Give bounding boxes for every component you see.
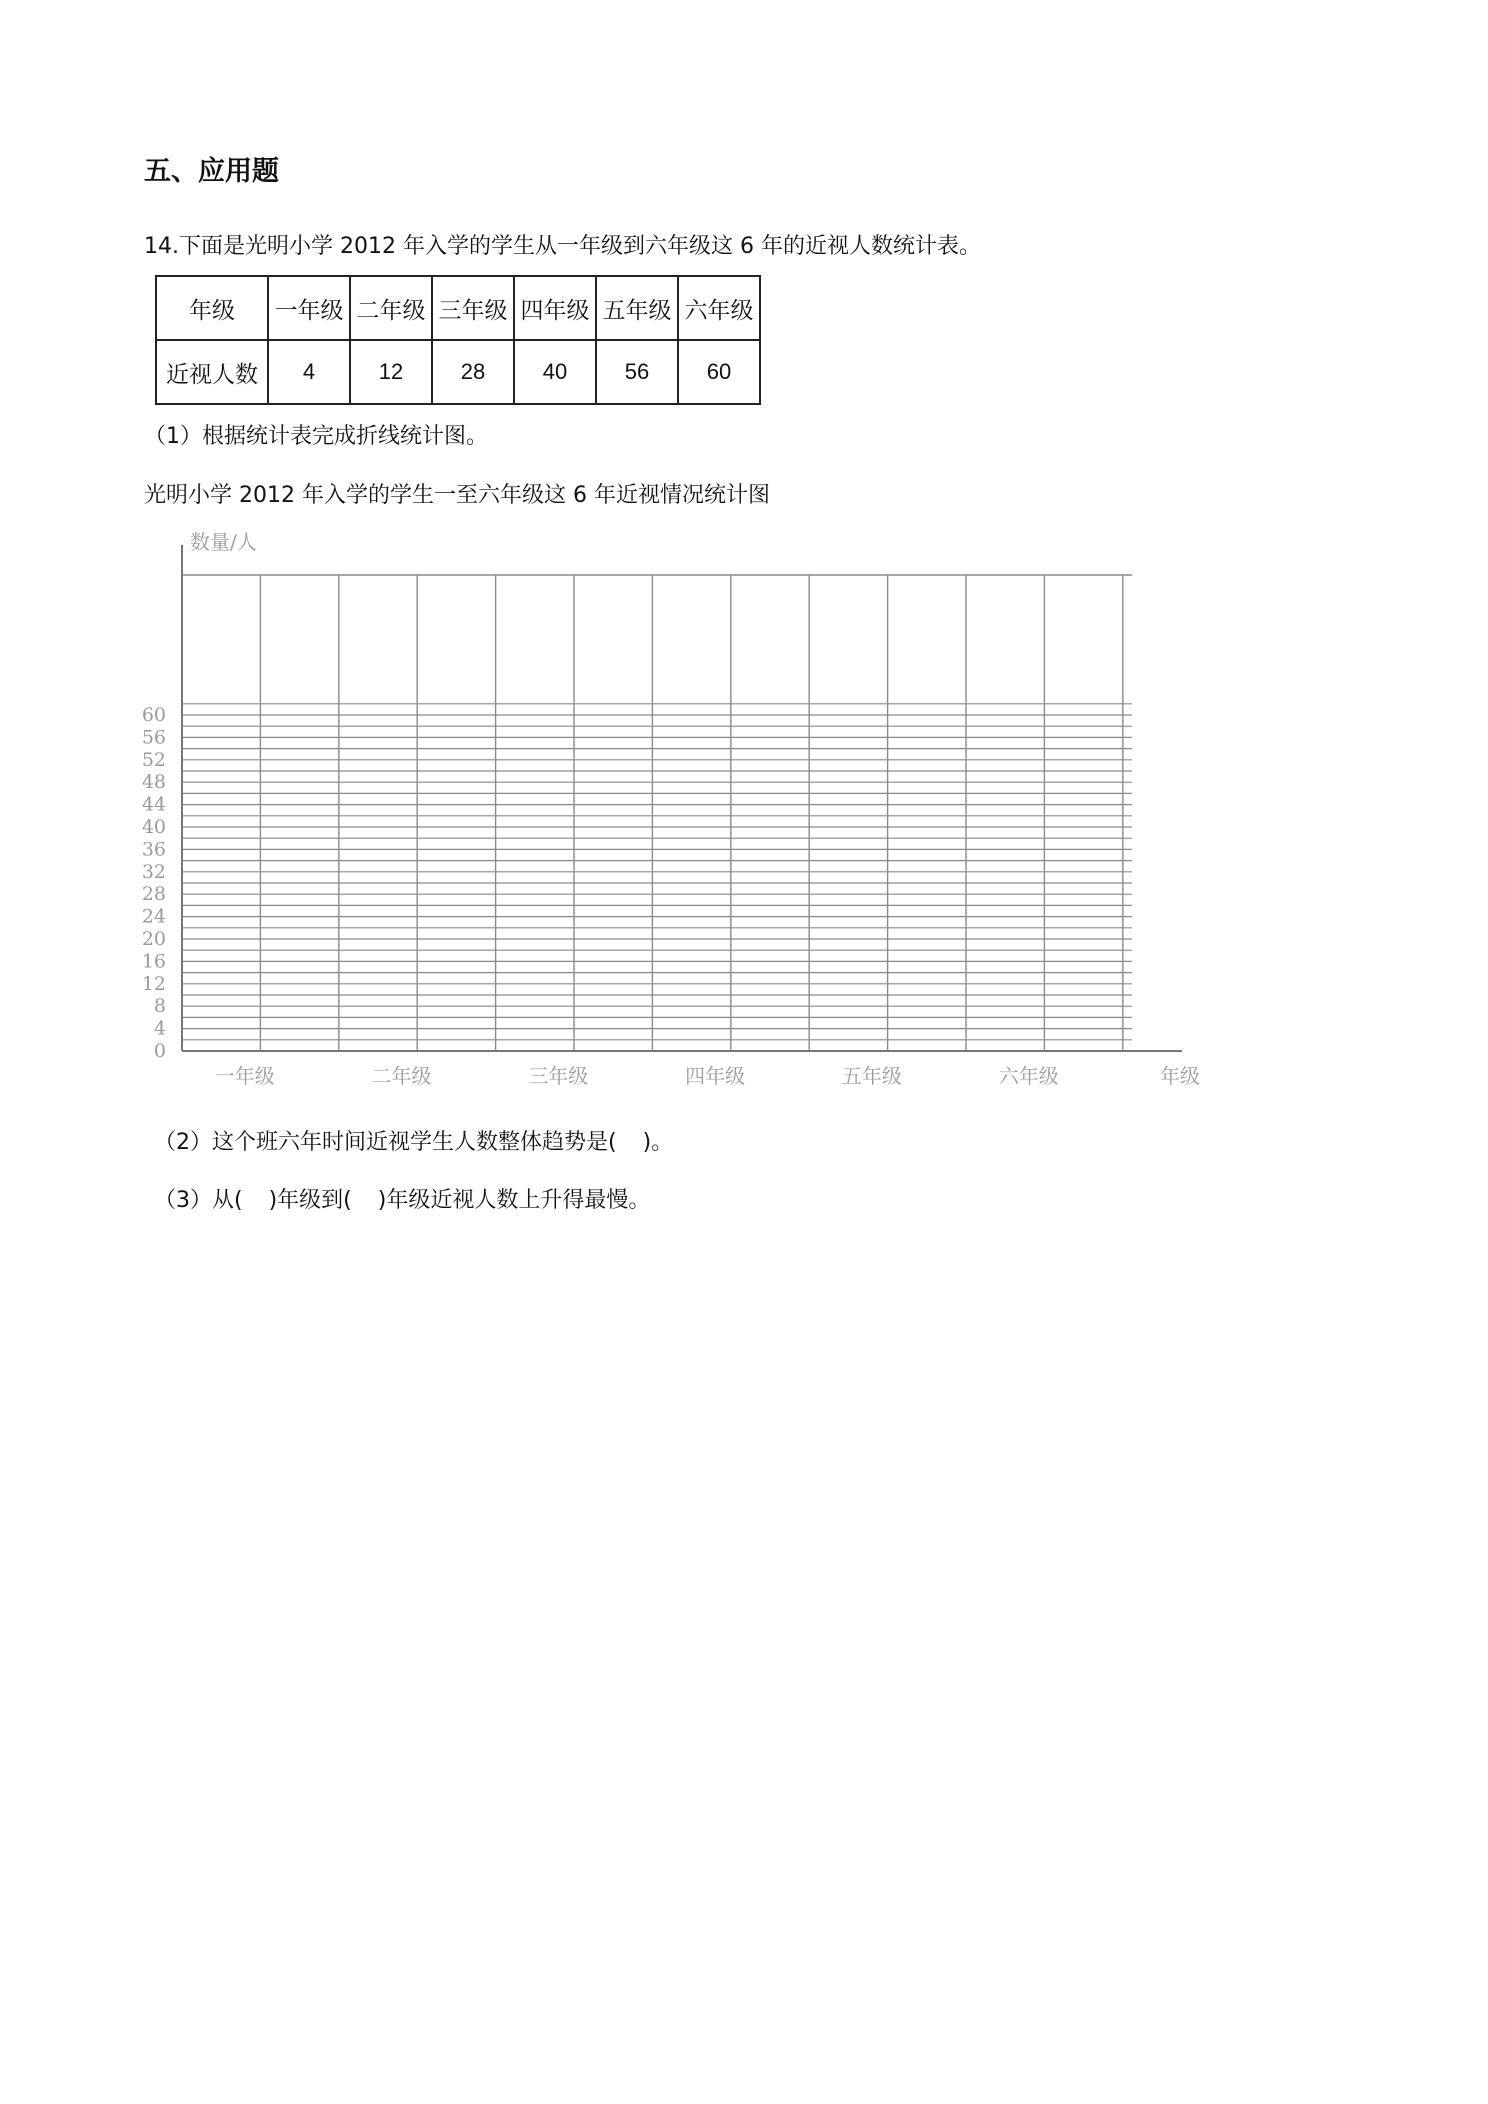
table-grade-cell: 二年级 [350,276,432,340]
table-value-cell: 56 [596,340,678,404]
y-tick-label: 16 [141,950,166,973]
y-tick-label: 32 [141,860,166,883]
table-grade-cell: 五年级 [596,276,678,340]
question-text: 14.下面是光明小学 2012 年入学的学生从一年级到六年级这 6 年的近视人数统计表。 [144,234,981,259]
table-grade-cell: 四年级 [514,276,596,340]
x-category-label: 三年级 [528,1064,589,1088]
sub-question-3 [154,1186,650,1216]
y-tick-label: 8 [153,995,166,1018]
table-header-row [156,276,760,340]
table-value-row [156,340,760,404]
x-category-label: 二年级 [371,1064,432,1088]
sub-question-2-end: )。 [642,1130,674,1155]
myopia-stats-table [155,275,761,405]
y-tick-label: 4 [153,1017,166,1040]
y-tick-label: 40 [141,816,166,838]
y-tick-label: 36 [141,838,166,861]
table-grade-cell: 一年级 [268,276,350,340]
table-value-cell: 40 [514,340,596,404]
y-tick-label: 60 [141,704,166,726]
table-row-label: 近视人数 [156,340,268,404]
y-tick-label: 12 [141,972,166,995]
sub-question-3-text-a: （3）从( [154,1188,243,1213]
y-tick-label: 44 [141,793,166,816]
x-category-label: 四年级 [685,1064,746,1088]
sub-question-1: （1）根据统计表完成折线统计图。 [144,424,488,449]
y-tick-label: 52 [141,748,166,771]
y-axis-title: 数量/人 [190,530,257,554]
table-value-cell: 60 [678,340,760,404]
y-tick-label: 48 [141,771,166,794]
x-axis-title: 年级 [1160,1064,1200,1088]
sub-question-3-text-b: )年级到( [268,1188,352,1213]
x-category-label: 一年级 [214,1064,275,1088]
y-tick-label: 56 [141,726,166,749]
y-tick-label: 0 [153,1040,166,1062]
table-value-cell: 4 [268,340,350,404]
x-category-label: 六年级 [998,1064,1059,1088]
table-header-label: 年级 [156,276,268,340]
section-heading: 五、应用题 [144,156,279,187]
y-tick-label: 28 [141,883,166,906]
sub-question-2 [154,1128,673,1158]
table-value-cell: 12 [350,340,432,404]
line-chart-grid [130,525,1210,1105]
table-value-cell: 28 [432,340,514,404]
sub-question-3-text-c: )年级近视人数上升得最慢。 [377,1188,651,1213]
y-tick-label: 20 [141,928,166,950]
x-category-label: 五年级 [841,1064,902,1088]
sub-question-2-text: （2）这个班六年时间近视学生人数整体趋势是( [154,1130,617,1155]
y-tick-label: 24 [141,905,166,928]
table-grade-cell: 六年级 [678,276,760,340]
table-grade-cell: 三年级 [432,276,514,340]
chart-caption: 光明小学 2012 年入学的学生一至六年级这 6 年近视情况统计图 [144,483,770,508]
